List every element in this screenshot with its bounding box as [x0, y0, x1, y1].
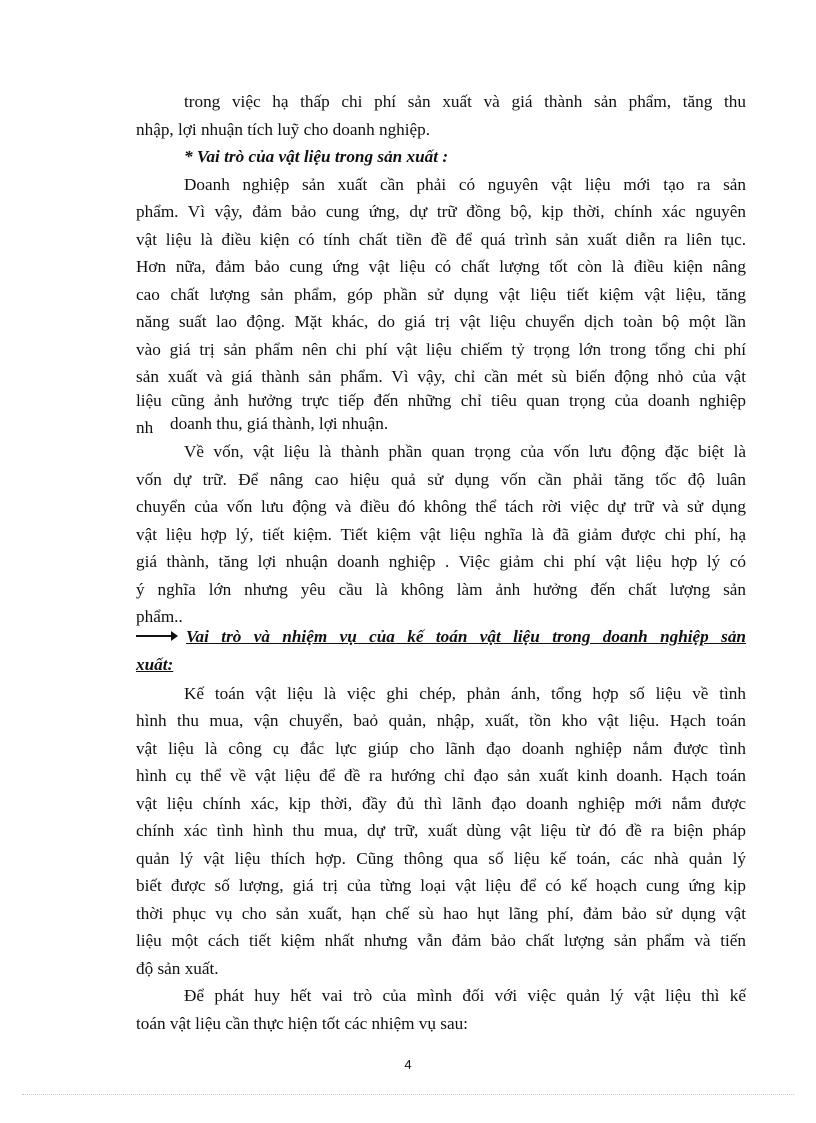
- body-line: Về vốn, vật liệu là thành phần quan trọng của vốn lưu động đặc biệt là: [184, 442, 746, 461]
- body-line: Hơn nữa, đảm bảo cung ứng vật liệu có chất lượng tốt còn là điều kiện nâng: [136, 257, 746, 276]
- body-line: vốn dự trữ. Để nâng cao hiệu quả sử dụng vốn cần phải tăng tốc độ luân: [136, 470, 746, 489]
- section-heading-accounting-role: Vai trò và nhiệm vụ của kế toán vật liệu trong doanh nghiệp sản: [186, 627, 746, 646]
- body-line: Kế toán vật liệu là việc ghi chép, phản ánh, tổng hợp số liệu về tình: [184, 684, 746, 703]
- body-line: phẩm. Vì vậy, đảm bảo cung ứng, dự trữ đồng bộ, kịp thời, chính xác nguyên: [136, 202, 746, 221]
- body-line: vật liệu là điều kiện có tính chất tiền đề để quá trình sản xuất diễn ra liên tục.: [136, 230, 746, 249]
- body-line: năng suất lao động. Mặt khác, do giá trị vật liệu chuyển dịch toàn bộ một lần: [136, 312, 746, 331]
- body-line: chuyển của vốn lưu động và điều đó không thể tách rời việc dự trữ và sử dụng: [136, 497, 746, 516]
- body-line: sản xuất và giá thành sản phẩm. Vì vậy, chỉ cần mét sù biến động nhỏ của vật: [136, 367, 746, 386]
- body-line: chính xác tình hình thu mua, dự trữ, xuất dùng vật liệu từ đó đề ra biện pháp: [136, 821, 746, 840]
- body-line: biết được số lượng, giá trị của từng loại vật liệu để có kế hoạch cung ứng kịp: [136, 876, 746, 895]
- body-line: Doanh nghiệp sản xuất cần phải có nguyên vật liệu mới tạo ra sản: [184, 175, 746, 194]
- section-heading-role-of-materials: * Vai trò của vật liệu trong sản xuất :: [184, 147, 449, 166]
- body-line: vật liệu chính xác, kịp thời, đầy đủ thì lãnh đạo doanh nghiệp mới nắm được: [136, 794, 746, 813]
- page-number: 4: [404, 1057, 412, 1072]
- body-line: độ sản xuất.: [136, 959, 219, 978]
- section-heading-accounting-role-cont: xuất:: [136, 655, 174, 674]
- body-line: cao chất lượng sản phẩm, góp phần sử dụng vật liệu tiết kiệm vật liệu, tăng: [136, 285, 746, 304]
- body-line: liệu một cách tiết kiệm nhất nhưng vẫn đảm bảo chất lượng sản phẩm và tiến: [136, 931, 746, 950]
- body-line: vật liệu là công cụ đắc lực giúp cho lãnh đạo doanh nghiệp nắm được tình: [136, 739, 746, 758]
- body-line: giá thành, tăng lợi nhuận doanh nghiệp . Việc giảm chi phí vật liệu hợp lý có: [136, 552, 746, 571]
- body-line: ý nghĩa lớn nhưng yêu cầu là không làm ảnh hưởng đến chất lượng sản: [136, 580, 746, 599]
- body-line: thời phục vụ cho sản xuất, hạn chế sù hao hụt lãng phí, đảm bảo sử dụng vật: [136, 904, 746, 923]
- body-line: hình cụ thể về vật liệu để đề ra hướng chỉ đạo sản xuất kinh doanh. Hạch toán: [136, 766, 746, 785]
- body-line: quản lý vật liệu thích hợp. Cũng thông qua số liệu kế toán, các nhà quản lý: [136, 849, 746, 868]
- body-line: nhập, lợi nhuận tích luỹ cho doanh nghiệp.: [136, 120, 431, 139]
- arrow-icon: [136, 635, 176, 637]
- body-line: vật liệu hợp lý, tiết kiệm. Tiết kiệm vật liệu nghĩa là đã giảm được chi phí, hạ: [136, 525, 746, 544]
- body-line: trong việc hạ thấp chi phí sản xuất và giá thành sản phẩm, tăng thu: [184, 92, 746, 111]
- body-line: liệu cũng ảnh hưởng trực tiếp đến những chỉ tiêu quan trọng của doanh nghiệp: [136, 391, 746, 410]
- body-line: toán vật liệu cần thực hiện tốt các nhiệm vụ sau:: [136, 1014, 468, 1033]
- body-line: Để phát huy hết vai trò của mình đối với việc quản lý vật liệu thì kế: [184, 986, 746, 1005]
- body-line: hình thu mua, vận chuyển, baỏ quản, nhập, xuất, tồn kho vật liệu. Hạch toán: [136, 711, 746, 730]
- body-line: phẩm..: [136, 607, 183, 626]
- page-footer-divider: [22, 1094, 794, 1095]
- body-line: doanh thu, giá thành, lợi nhuận.: [170, 414, 389, 433]
- body-line: vào giá trị sản phẩm nên chi phí vật liệu chiếm tỷ trọng lớn trong tổng chi phí: [136, 340, 746, 359]
- stray-text-fragment: nh: [136, 418, 154, 437]
